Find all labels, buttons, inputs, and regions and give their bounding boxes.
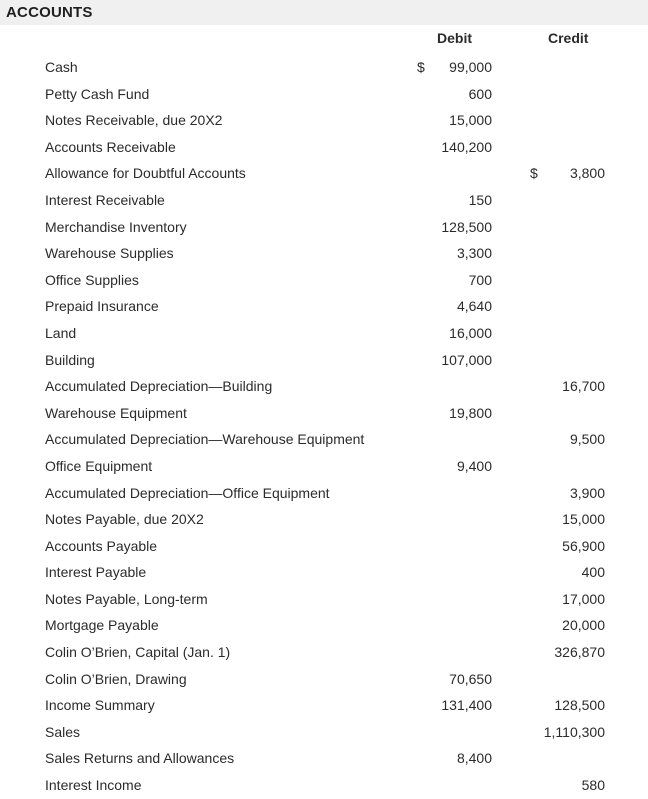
debit-amount: 107,000 bbox=[441, 351, 492, 368]
credit-amount: 16,700 bbox=[562, 378, 605, 395]
debit-amount: 131,400 bbox=[441, 697, 492, 714]
account-name: Building bbox=[45, 351, 95, 368]
account-name: Warehouse Supplies bbox=[45, 245, 174, 262]
account-name: Accumulated Depreciation—Building bbox=[45, 378, 273, 395]
account-name: Accumulated Depreciation—Warehouse Equipment bbox=[45, 431, 365, 448]
account-name: Sales Returns and Allowances bbox=[45, 750, 235, 767]
table-row bbox=[0, 214, 648, 241]
account-name: Petty Cash Fund bbox=[45, 85, 150, 102]
debit-amount: 16,000 bbox=[449, 324, 492, 341]
credit-amount: 15,000 bbox=[562, 511, 605, 528]
accounts-table bbox=[0, 54, 648, 799]
table-row bbox=[0, 347, 648, 374]
account-name: Prepaid Insurance bbox=[45, 298, 159, 315]
debit-amount: 8,400 bbox=[456, 750, 492, 767]
account-name: Sales bbox=[45, 723, 81, 740]
account-name: Colin O’Brien, Capital (Jan. 1) bbox=[45, 644, 231, 661]
table-row bbox=[0, 134, 648, 161]
account-name: Merchandise Inventory bbox=[45, 218, 187, 235]
table-row bbox=[0, 81, 648, 108]
credit-amount: 3,800 bbox=[569, 165, 605, 182]
account-name: Land bbox=[45, 324, 77, 341]
table-row bbox=[0, 666, 648, 693]
table-row bbox=[0, 453, 648, 480]
table-row bbox=[0, 586, 648, 613]
table-row bbox=[0, 320, 648, 347]
table-row bbox=[0, 426, 648, 453]
debit-amount: 700 bbox=[468, 271, 492, 288]
debit-amount: 19,800 bbox=[449, 404, 492, 421]
debit-amount: 99,000 bbox=[449, 59, 492, 75]
credit-column-header: Credit bbox=[548, 30, 589, 46]
table-row bbox=[0, 54, 648, 81]
credit-amount: 56,900 bbox=[562, 537, 605, 554]
table-row bbox=[0, 506, 648, 533]
credit-amount: 3,900 bbox=[569, 484, 605, 501]
table-row bbox=[0, 187, 648, 214]
credit-amount: 580 bbox=[581, 777, 605, 794]
debit-amount: 150 bbox=[468, 191, 492, 208]
account-name: Notes Payable, due 20X2 bbox=[45, 511, 204, 528]
table-row bbox=[0, 745, 648, 772]
account-name: Interest Payable bbox=[45, 564, 147, 581]
table-row bbox=[0, 160, 648, 187]
table-row bbox=[0, 400, 648, 427]
debit-amount: 4,640 bbox=[456, 298, 492, 315]
debit-amount: 128,500 bbox=[441, 218, 492, 235]
page-title: ACCOUNTS bbox=[6, 4, 93, 21]
account-name: Colin O’Brien, Drawing bbox=[45, 670, 187, 687]
credit-amount: 400 bbox=[581, 564, 605, 581]
debit-amount: 70,650 bbox=[449, 670, 492, 687]
debit-amount: 140,200 bbox=[441, 138, 492, 155]
debit-amount: 15,000 bbox=[449, 112, 492, 129]
account-name: Office Equipment bbox=[45, 457, 153, 474]
credit-amount: 20,000 bbox=[562, 617, 605, 634]
credit-amount: 1,110,300 bbox=[543, 723, 605, 740]
credit-amount: 17,000 bbox=[562, 590, 605, 607]
account-name: Allowance for Doubtful Accounts bbox=[45, 165, 246, 182]
debit-amount: 600 bbox=[468, 85, 492, 102]
account-name: Accounts Receivable bbox=[45, 138, 176, 155]
account-name: Notes Receivable, due 20X2 bbox=[45, 112, 223, 129]
table-row bbox=[0, 293, 648, 320]
table-row bbox=[0, 612, 648, 639]
debit-amount: 3,300 bbox=[456, 245, 492, 262]
table-row bbox=[0, 639, 648, 666]
table-row bbox=[0, 267, 648, 294]
credit-amount: 326,870 bbox=[554, 644, 605, 661]
account-name: Cash bbox=[45, 59, 78, 75]
account-name: Warehouse Equipment bbox=[45, 404, 187, 421]
account-name: Accumulated Depreciation—Office Equipment bbox=[45, 484, 330, 501]
account-name: Income Summary bbox=[45, 697, 155, 714]
table-row bbox=[0, 772, 648, 799]
account-name: Accounts Payable bbox=[45, 537, 158, 554]
table-row bbox=[0, 719, 648, 746]
table-row bbox=[0, 559, 648, 586]
table-row bbox=[0, 692, 648, 719]
account-name: Notes Payable, Long-term bbox=[45, 590, 208, 607]
debit-column-header: Debit bbox=[437, 30, 472, 46]
title-bar bbox=[0, 0, 648, 25]
credit-amount: 9,500 bbox=[569, 431, 605, 448]
table-row bbox=[0, 240, 648, 267]
credit-currency-symbol: $ bbox=[530, 165, 538, 182]
debit-currency-symbol: $ bbox=[417, 59, 425, 75]
table-row bbox=[0, 533, 648, 560]
account-name: Office Supplies bbox=[45, 271, 139, 288]
table-row bbox=[0, 373, 648, 400]
table-row bbox=[0, 480, 648, 507]
account-name: Interest Income bbox=[45, 777, 142, 794]
table-row bbox=[0, 107, 648, 134]
account-name: Interest Receivable bbox=[45, 191, 165, 208]
account-name: Mortgage Payable bbox=[45, 617, 159, 634]
credit-amount: 128,500 bbox=[554, 697, 605, 714]
debit-amount: 9,400 bbox=[456, 457, 492, 474]
